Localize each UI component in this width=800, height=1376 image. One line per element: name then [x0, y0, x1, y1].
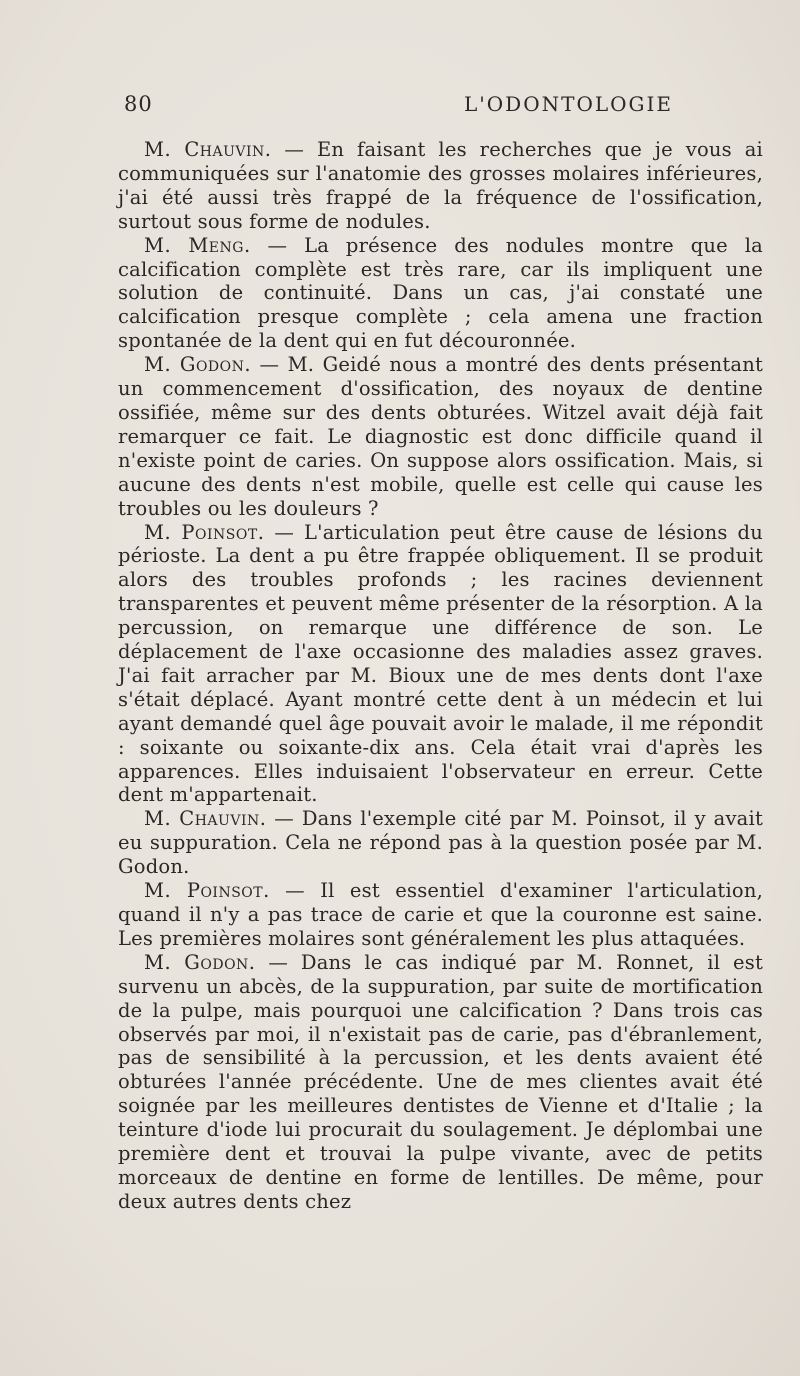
page-header	[124, 92, 764, 122]
speaker-name: M. Chauvin.	[144, 807, 267, 831]
paragraph-text: — Dans l'exemple cité par M. Poinsot, il y avait eu suppuration. Cela ne répond pas à la question posée par M. Godon.	[118, 807, 763, 879]
paragraph-text: — L'articulation peut être cause de lésions du périoste. La dent a pu être frappée obliquement. Il se produit alors des troubles profonds ; les racines deviennent transparentes et peuvent même présenter de la résorption. A la percussion, on remarque une différence de son. Le déplacement de l'axe occasionne des maladies assez graves. J'ai fait arracher par M. Bioux une de mes dents dont l'axe s'était déplacé. Ayant montré cette dent à un médecin et lui ayant demandé quel âge pouvait avoir le malade, il me répondit : soixante ou soixante-dix ans. Cela était vrai d'après les apparences. Elles induisaient l'observateur en erreur. Cette dent m'appartenait.	[118, 520, 763, 807]
paragraph-poinsot-1	[118, 521, 763, 808]
speaker-name: M. Godon.	[144, 353, 252, 377]
paragraph-text: — M. Geidé nous a montré des dents présentant un commencement d'ossification, des noyaux de dentine ossifiée, même sur des dents obturées. Witzel avait déjà fait remarquer ce fait. Le diagnostic est donc difficile quand il n'existe point de caries. On suppose alors ossification. Mais, si aucune des dents n'est mobile, quelle est celle qui cause les troubles ou les douleurs ?	[118, 353, 763, 520]
paragraph-chauvin-1	[118, 138, 763, 234]
paragraph-meng	[118, 234, 763, 354]
paragraph-godon-1	[118, 353, 763, 520]
speaker-name: M. Poinsot.	[144, 879, 270, 903]
speaker-name: M. Meng.	[144, 233, 251, 257]
running-title: L'ODONTOLOGIE	[464, 92, 673, 116]
paragraph-chauvin-2	[118, 807, 763, 879]
paragraph-godon-2	[118, 951, 763, 1214]
speaker-name: M. Godon.	[144, 950, 256, 974]
paragraph-text: — La présence des nodules montre que la calcification complète est très rare, car ils impliquent une solution de continuité. Dans un cas, j'ai constaté une calcification presque complète ; cela amena une fraction spontanée de la dent qui en fut découronnée.	[118, 233, 763, 353]
speaker-name: M. Poinsot.	[144, 520, 265, 544]
paragraph-text: — Il est essentiel d'examiner l'articulation, quand il n'y a pas trace de carie et que la couronne est saine. Les premières molaires sont généralement les plus attaquées.	[118, 879, 763, 950]
paragraph-text: — Dans le cas indiqué par M. Ronnet, il est survenu un abcès, de la suppuration, par suite de mortification de la pulpe, mais pourquoi une calcification ? Dans trois cas observés par moi, il n'existait pas de carie, pas d'ébranlement, pas de sensibilité à la percussion, et les dents avaient été obturées l'année précédente. Une de mes clientes avait été soignée par les meilleures dentistes de Vienne et d'Italie ; la teinture d'iode lui procurait du soulagement. Je déplombai une première dent et trouvai la pulpe vivante, avec de petits morceaux de dentine en forme de lentilles. De même, pour deux autres dents chez	[118, 950, 763, 1213]
paragraph-poinsot-2	[118, 879, 763, 951]
body-text	[118, 138, 763, 1214]
speaker-name: M. Chauvin.	[144, 138, 272, 161]
page-number: 80	[124, 92, 153, 116]
paragraph-text: — En faisant les recherches que je vous ai communiquées sur l'anatomie des grosses molaires inférieures, j'ai été aussi très frappé de la fréquence de l'ossification, surtout sous forme de nodules.	[118, 138, 763, 233]
